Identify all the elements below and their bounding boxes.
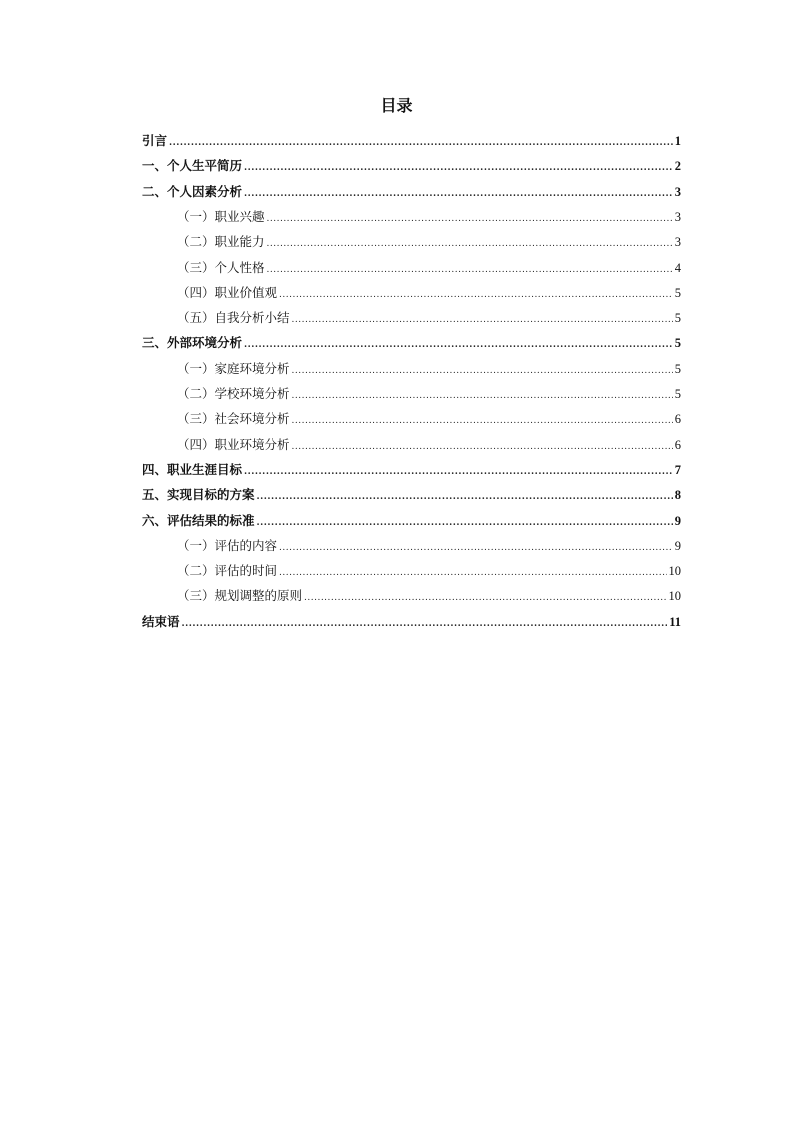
- toc-entry-label: （二）职业能力: [177, 234, 265, 250]
- toc-entry-chapter[interactable]: [142, 485, 681, 505]
- toc-entry-section[interactable]: [177, 232, 681, 252]
- toc-leader-dots: [267, 260, 673, 280]
- toc-entry-section[interactable]: [177, 359, 681, 379]
- toc-leader-dots: [292, 361, 673, 381]
- toc-entry-label: 五、实现目标的方案: [142, 487, 255, 503]
- toc-entry-chapter[interactable]: [142, 182, 681, 202]
- toc-entry-label: （二）评估的时间: [177, 563, 278, 579]
- toc-leader-dots: [292, 386, 673, 406]
- toc-leader-dots: [267, 234, 673, 254]
- toc-entry-label: （一）职业兴趣: [177, 208, 265, 224]
- toc-entry-chapter[interactable]: [142, 460, 681, 480]
- toc-entry-section[interactable]: [177, 409, 681, 429]
- toc-entry-page-number: 6: [674, 412, 681, 427]
- toc-entry-label: （三）规划调整的原则: [177, 588, 303, 604]
- toc-leader-dots: [292, 411, 673, 431]
- toc-entry-section[interactable]: [177, 561, 681, 581]
- toc-entry-page-number: 1: [674, 134, 681, 148]
- toc-entry-chapter[interactable]: [142, 511, 681, 531]
- toc-entry-label: （二）学校环境分析: [177, 386, 290, 401]
- toc-leader-dots: [257, 487, 673, 507]
- toc-entry-page-number: 9: [674, 513, 681, 528]
- toc-entry-label: 三、外部环境分析: [142, 335, 243, 351]
- toc-entry-label: 一、个人生平简历: [142, 158, 243, 174]
- toc-leader-dots: [244, 462, 673, 482]
- toc-leader-dots: [182, 614, 668, 634]
- toc-leader-dots: [292, 310, 673, 330]
- toc-leader-dots: [257, 513, 673, 533]
- toc-entry-page-number: 3: [674, 235, 681, 250]
- toc-entry-chapter[interactable]: [142, 612, 681, 632]
- toc-leader-dots: [169, 133, 673, 153]
- toc-entry-page-number: 4: [674, 260, 681, 275]
- toc-entry-page-number: 3: [674, 184, 681, 199]
- toc-entry-label: 结束语: [142, 613, 180, 629]
- toc-leader-dots: [267, 209, 673, 229]
- toc-entry-page-number: 3: [674, 209, 681, 224]
- toc-entry-section[interactable]: [177, 258, 681, 278]
- toc-entry-section[interactable]: [177, 283, 681, 303]
- toc-entry-page-number: 7: [674, 462, 681, 477]
- toc-entry-section[interactable]: [177, 308, 681, 328]
- toc-entry-chapter[interactable]: [142, 156, 681, 176]
- toc-entry-page-number: 10: [668, 589, 681, 604]
- toc-entry-label: （四）职业环境分析: [177, 436, 290, 452]
- toc-leader-dots: [304, 588, 666, 608]
- toc-entry-section[interactable]: [177, 384, 681, 404]
- toc-entry-label: （一）评估的内容: [177, 537, 278, 553]
- toc-leader-dots: [244, 335, 673, 355]
- toc-leader-dots: [279, 538, 673, 558]
- toc-entry-section[interactable]: [177, 536, 681, 556]
- toc-leader-dots: [279, 285, 673, 305]
- toc-leader-dots: [244, 184, 673, 204]
- toc-entry-section[interactable]: [177, 207, 681, 227]
- toc-entry-label: （四）职业价值观: [177, 284, 278, 300]
- toc-entry-label: 引言: [142, 133, 168, 148]
- toc-entry-page-number: 10: [668, 564, 681, 579]
- toc-entry-page-number: 5: [674, 361, 681, 376]
- toc-entry-label: （五）自我分析小结: [177, 310, 290, 326]
- toc-entry-label: （三）社会环境分析: [177, 411, 290, 427]
- toc-entry-label: 二、个人因素分析: [142, 183, 243, 199]
- toc-entry-page-number: 5: [674, 387, 681, 401]
- toc-title: 目录: [380, 96, 413, 115]
- toc-leader-dots: [292, 437, 673, 457]
- toc-entry-label: （三）个人性格: [177, 259, 265, 275]
- toc-entry-chapter[interactable]: [142, 333, 681, 353]
- toc-leader-dots: [244, 158, 673, 178]
- toc-entry-section[interactable]: [177, 435, 681, 455]
- toc-entry-page-number: 2: [674, 159, 681, 174]
- toc-entry-page-number: 5: [674, 285, 681, 300]
- toc-entry-page-number: 5: [674, 336, 681, 351]
- toc-entry-page-number: 6: [674, 437, 681, 452]
- toc-entry-page-number: 8: [674, 488, 681, 503]
- toc-entry-page-number: 11: [669, 614, 681, 629]
- toc-entry-label: 四、职业生涯目标: [142, 461, 243, 477]
- toc-entry-label: 六、评估结果的标准: [142, 512, 255, 528]
- toc-leader-dots: [279, 563, 666, 583]
- toc-entry-page-number: 5: [674, 311, 681, 326]
- toc-entry-chapter[interactable]: [142, 131, 681, 151]
- toc-entry-page-number: 9: [674, 538, 681, 553]
- toc-entry-label: （一）家庭环境分析: [177, 360, 290, 376]
- toc-entry-section[interactable]: [177, 586, 681, 606]
